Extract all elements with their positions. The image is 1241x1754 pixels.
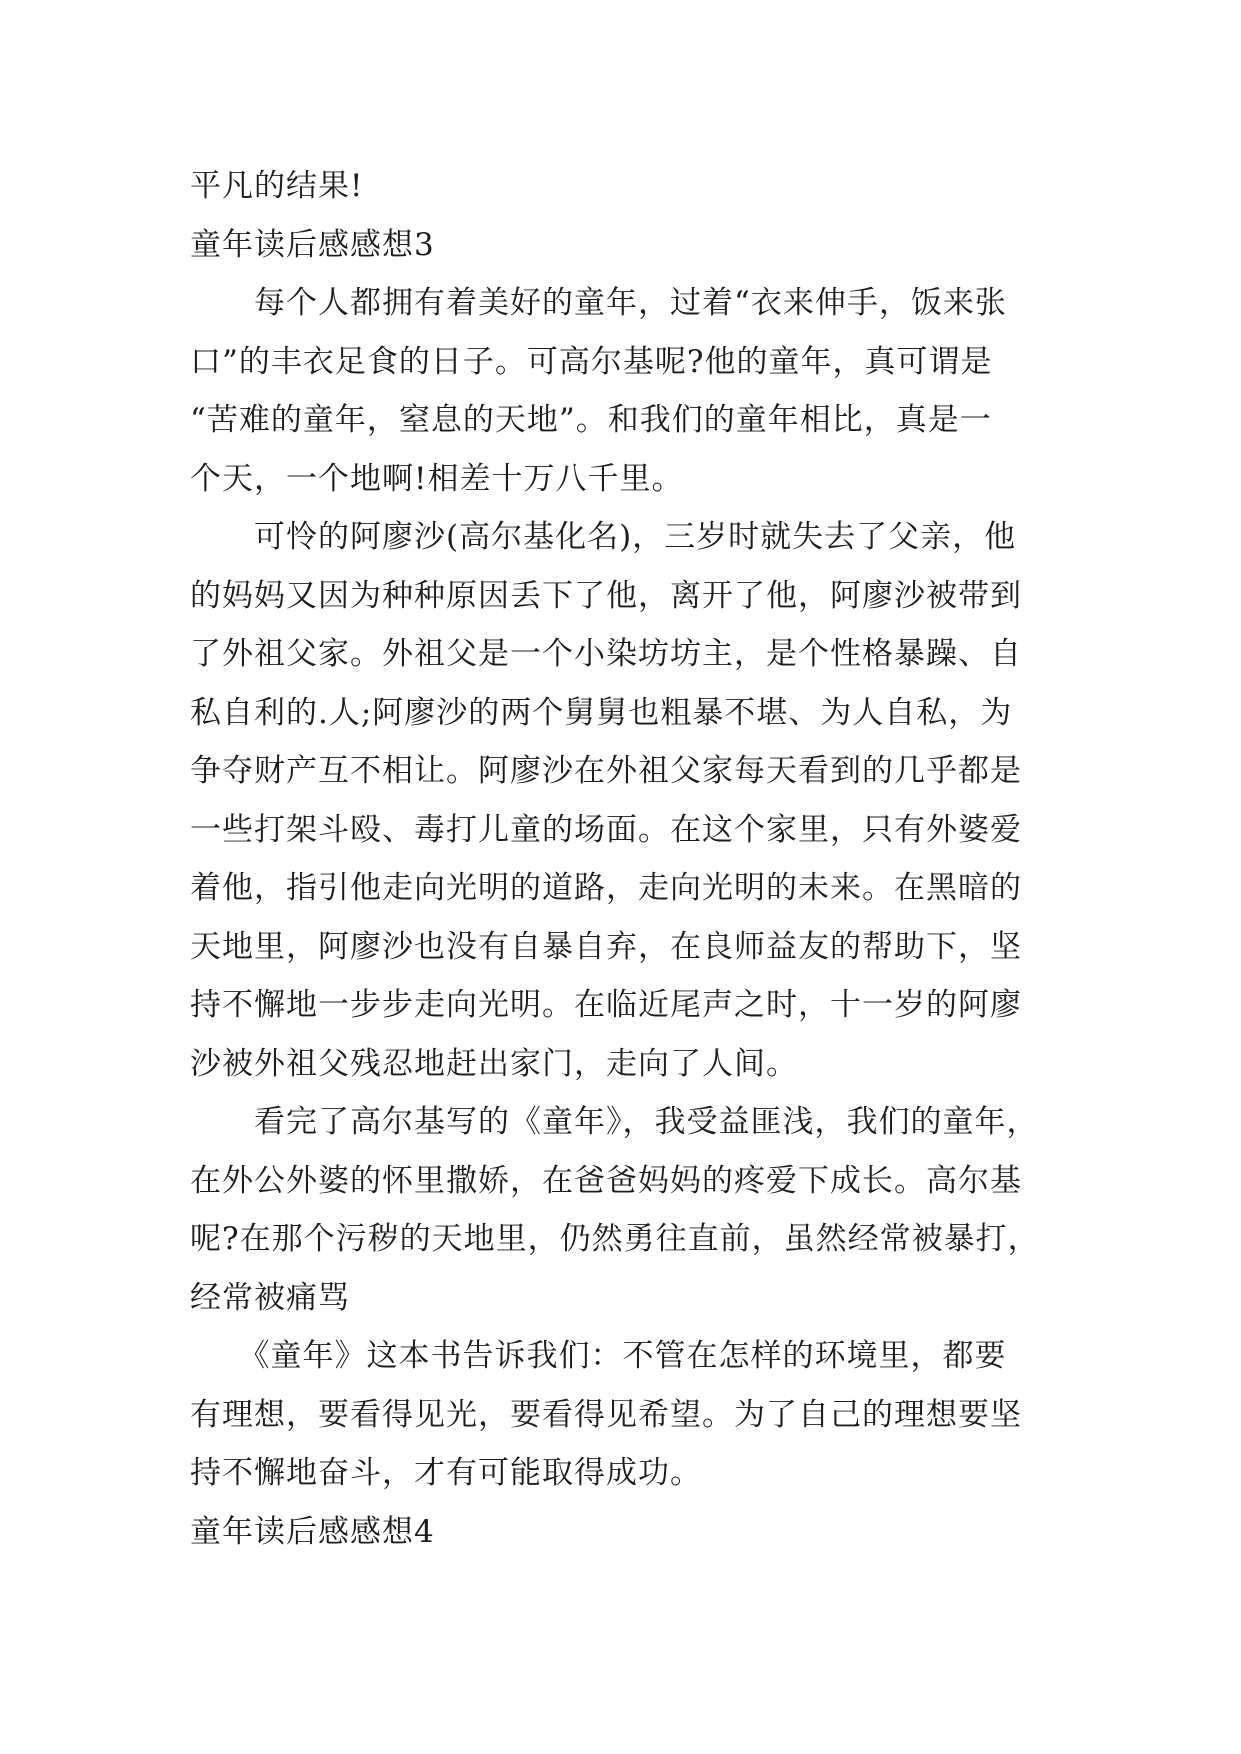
text-line: 看完了高尔基写的《童年》，我受益匪浅，我们的童年， bbox=[190, 1104, 1039, 1140]
text-line: 天地里，阿廖沙也没有自暴自弃，在良师益友的帮助下，坚 bbox=[190, 928, 1022, 965]
text-line: 私自利的.人;阿廖沙的两个舅舅也粗暴不堪、为人自私，为 bbox=[190, 694, 1013, 731]
text-line: 着他，指引他走向光明的道路，走向光明的未来。在黑暗的 bbox=[190, 870, 1022, 906]
paragraph bbox=[190, 1093, 1050, 1327]
paragraph bbox=[190, 274, 1050, 508]
text-line: 持不懈地奋斗，才有可能取得成功。 bbox=[190, 1455, 702, 1491]
text-line: 持不懈地一步步走向光明。在临近尾声之时，十一岁的阿廖 bbox=[190, 987, 1022, 1023]
paragraph bbox=[190, 508, 1050, 1093]
text-line: 了外祖父家。外祖父是一个小染坊坊主，是个性格暴躁、自 bbox=[190, 636, 1022, 672]
text-line: “苦难的童年，窒息的天地”。和我们的童年相比，真是一 bbox=[190, 402, 992, 438]
text-line: 平凡的结果! bbox=[190, 168, 364, 204]
text-line: 的妈妈又因为种种原因丢下了他，离开了他，阿廖沙被带到 bbox=[190, 577, 1022, 614]
section-heading: 童年读后感感想4 bbox=[190, 1513, 435, 1550]
text-line: 经常被痛骂 bbox=[190, 1279, 350, 1316]
text-line: 有理想，要看得见光，要看得见希望。为了自己的理想要坚 bbox=[190, 1396, 1022, 1433]
text-line: 可怜的阿廖沙(高尔基化名)，三岁时就失去了父亲，他 bbox=[190, 519, 1017, 555]
text-line: 在外公外婆的怀里撒娇，在爸爸妈妈的疼爱下成长。高尔基 bbox=[190, 1162, 1022, 1199]
text-line: 争夺财产互不相让。阿廖沙在外祖父家每天看到的几乎都是 bbox=[190, 753, 1022, 789]
document-body bbox=[190, 157, 1050, 1561]
text-line: 每个人都拥有着美好的童年，过着“衣来伸手，饭来张 bbox=[190, 285, 1007, 321]
paragraph bbox=[190, 1327, 1050, 1503]
text-line: 一些打架斗殴、毒打儿童的场面。在这个家里，只有外婆爱 bbox=[190, 811, 1022, 848]
text-line: 《童年》这本书告诉我们：不管在怎样的环境里，都要 bbox=[190, 1338, 1007, 1374]
text-line: 沙被外祖父残忍地赶出家门，走向了人间。 bbox=[190, 1045, 798, 1082]
text-line: 呢?在那个污秽的天地里，仍然勇往直前，虽然经常被暴打， bbox=[190, 1221, 1040, 1257]
section-heading: 童年读后感感想3 bbox=[190, 226, 435, 263]
text-line: 个天，一个地啊!相差十万八千里。 bbox=[190, 460, 684, 497]
text-line: 口”的丰衣足食的日子。可高尔基呢?他的童年，真可谓是 bbox=[190, 343, 993, 380]
